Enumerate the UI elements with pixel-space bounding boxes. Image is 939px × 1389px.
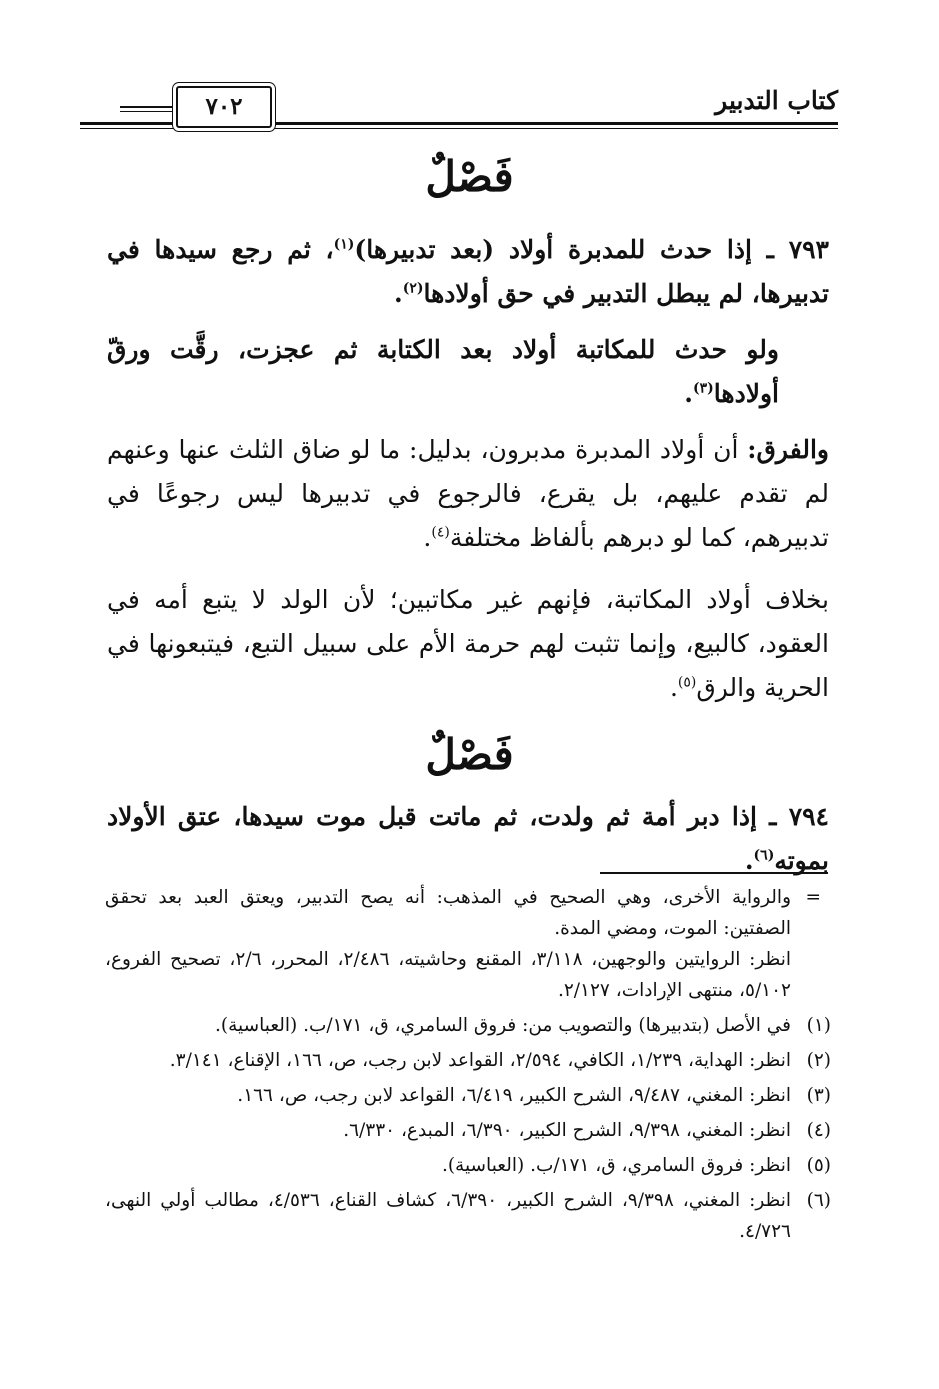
footnote-continuation <box>105 882 831 1006</box>
issue-text: إذا دبر أمة ثم ولدت، ثم ماتت قبل موت سيدها، عتق الأولاد بموته <box>107 802 829 875</box>
footnote-6 <box>105 1185 831 1247</box>
footnote-2 <box>105 1045 831 1076</box>
issue-text: ولو حدث للمكاتبة أولاد بعد الكتابة ثم عجزت، رقَّت ورقّ أولادها <box>107 335 779 408</box>
footnote-ref: (٣) <box>693 380 714 397</box>
footnote-5 <box>105 1150 831 1181</box>
continuation-mark: = <box>805 887 821 908</box>
footnote-3 <box>105 1080 831 1111</box>
issue-end: . <box>744 846 754 875</box>
footnote-mark: (٦) <box>806 1190 831 1211</box>
issue-text: ، ثم رجع سيدها في تدبيرها، لم يبطل التدبير في حق أولادها <box>107 235 829 308</box>
footnote-text: انظر: فروق السامري، ق، ١٧١/ب. (العباسية). <box>441 1155 791 1176</box>
footnote-mark: (٥) <box>806 1155 831 1176</box>
section-heading: فَصْلٌ <box>425 730 514 779</box>
footnote-1 <box>105 1010 831 1041</box>
footnote-text: انظر: الهداية، ١/٢٣٩، الكافي، ٢/٥٩٤، القواعد لابن رجب، ص، ١٦٦، الإقناع، ٣/١٤١. <box>169 1050 791 1071</box>
page-number-ornament <box>120 106 176 108</box>
paragraph-text: بخلاف أولاد المكاتبة، فإنهم غير مكاتبين؛ لأن الولد لا يتبع أمه في العقود، كالبيع، وإنما تثبت لهم حرمة الأم على سبيل التبع، فيتبعونها في الحرية والرق <box>107 585 829 702</box>
section-heading: فَصْلٌ <box>425 152 514 201</box>
difference-label: والفرق: <box>747 435 829 464</box>
issue-end: . <box>684 379 693 408</box>
footnote-ref: (٦) <box>753 847 775 864</box>
header-rule-thin <box>80 128 838 129</box>
footnote-text: والرواية الأخرى، وهي الصحيح في المذهب: أنه يصح التدبير، ويعتق العبد بعد تحقق الصفتين: الموت، ومضي المدة. <box>105 887 791 939</box>
issue-793-counterpart <box>107 328 829 416</box>
issue-793 <box>107 228 829 316</box>
footnote-separator <box>600 872 828 874</box>
footnote-text: انظر: المغني، ٩/٣٩٨، الشرح الكبير، ٦/٣٩٠، المبدع، ٦/٣٣٠. <box>343 1120 791 1141</box>
footnote-mark: (٣) <box>806 1085 831 1106</box>
page-header <box>80 80 838 132</box>
footnote-ref: (٤) <box>431 524 450 541</box>
page-number: ٧٠٢ <box>205 93 243 120</box>
contrast-paragraph <box>107 578 829 710</box>
footnote-text: انظر: المغني، ٩/٤٨٧، الشرح الكبير، ٦/٤١٩، القواعد لابن رجب، ص، ١٦٦. <box>237 1085 791 1106</box>
issue-number: ٧٩٣ ـ <box>766 235 829 264</box>
footnote-text: انظر: الروايتين والوجهين، ٣/١١٨، المقنع وحاشيته، ٢/٤٨٦، المحرر، ٢/٦، تصحيح الفروع، ٥/١٠٢، منتهى الإرادات، ٢/١٢٧. <box>105 949 791 1001</box>
issue-794 <box>107 795 829 883</box>
footnote-text: انظر: المغني، ٩/٣٩٨، الشرح الكبير، ٦/٣٩٠، كشاف القناع، ٤/٥٣٦، مطالب أولي النهى، ٤/٧٢٦. <box>105 1190 791 1242</box>
issue-end: . <box>394 279 403 308</box>
paragraph-text: أن أولاد المدبرة مدبرون، بدليل: ما لو ضاق الثلث عنها وعنهم لم تقدم عليهم، بل يقرع، فالرجوع في تدبيرها ليس رجوعًا في تدبيرهم، كما لو دبرهم بألفاظ مختلفة <box>107 435 829 552</box>
running-title: كتاب التدبير <box>715 86 838 115</box>
issue-number: ٧٩٤ ـ <box>769 802 829 831</box>
footnote-mark: (١) <box>806 1015 831 1036</box>
footnote-4 <box>105 1115 831 1146</box>
footnote-ref: (٥) <box>677 674 697 691</box>
footnote-mark: (٤) <box>806 1120 831 1141</box>
paragraph-end: . <box>669 673 678 702</box>
footnote-ref: (١) <box>333 236 355 253</box>
footnotes <box>105 882 831 1251</box>
page-number-frame <box>176 86 272 128</box>
issue-text: إذا حدث للمدبرة أولاد (بعد تدبيرها) <box>354 235 752 264</box>
difference-paragraph <box>107 428 829 560</box>
footnote-text: في الأصل (بتدبيرها) والتصويب من: فروق السامري، ق، ١٧١/ب. (العباسية). <box>215 1015 791 1036</box>
paragraph-end: . <box>423 523 432 552</box>
footnote-mark: (٢) <box>806 1050 831 1071</box>
footnote-ref: (٢) <box>402 280 424 297</box>
page-number-ornament-thin <box>120 111 176 112</box>
